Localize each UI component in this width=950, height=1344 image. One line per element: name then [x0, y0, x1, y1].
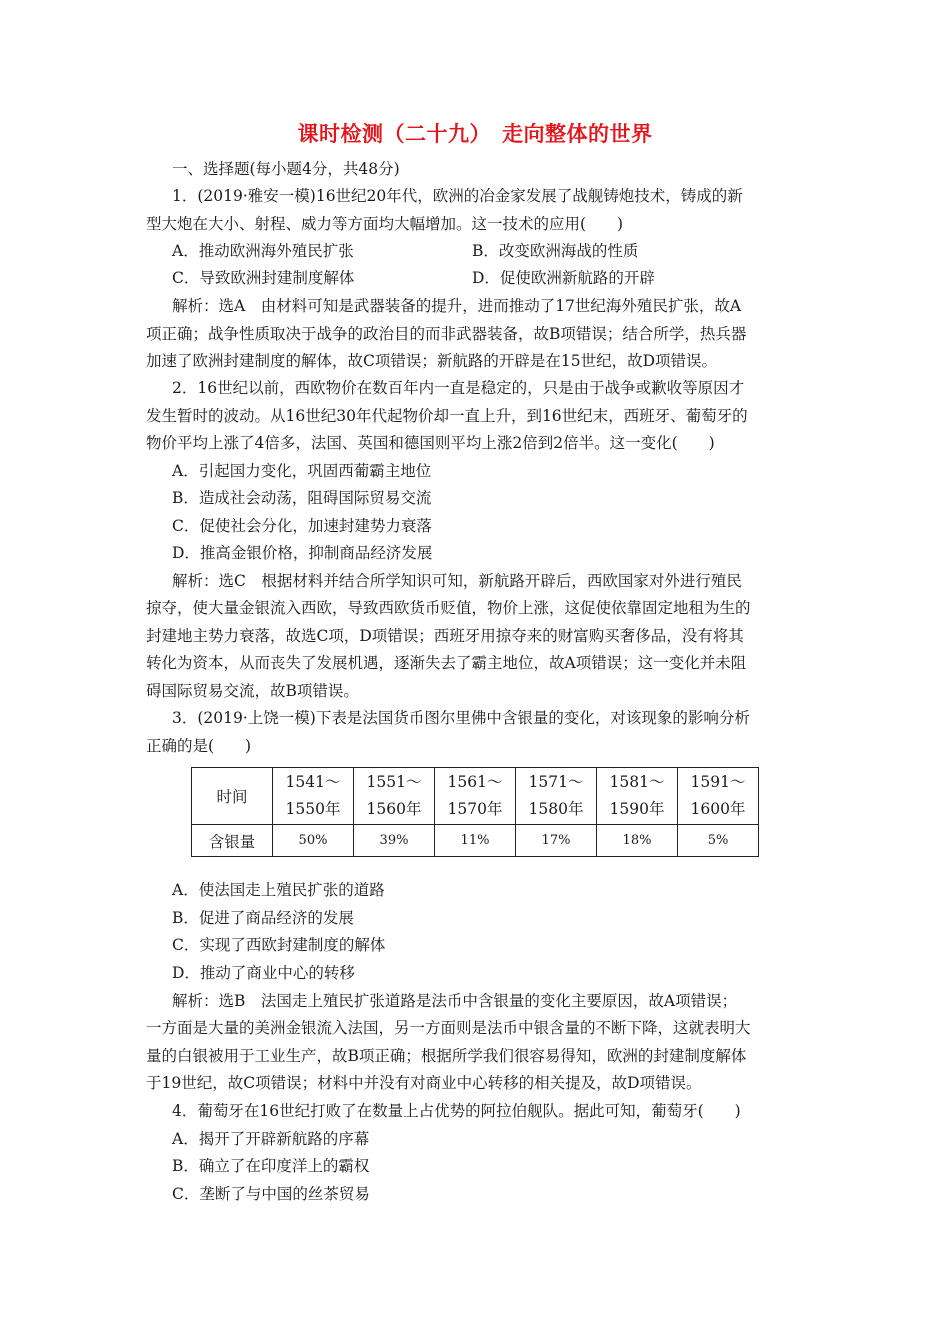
q2-option-b: B．造成社会动荡，阻碍国际贸易交流 [172, 489, 432, 507]
q2-analysis-line: 掠夺，使大量金银流入西欧，导致西欧货币贬值，物价上涨，这促使依靠固定地租为生的 [146, 599, 751, 617]
period-end: 1570年 [447, 800, 503, 818]
table-row [192, 768, 759, 825]
table-header-silver: 含银量 [192, 825, 273, 857]
table-cell-period [273, 768, 354, 825]
table-cell-value: 5% [678, 825, 759, 857]
q2-option-c: C．促使社会分化，加速封建势力衰落 [172, 517, 432, 535]
period-end: 1600年 [690, 800, 746, 818]
period-start: 1541～ [285, 773, 341, 791]
table-cell-value: 18% [597, 825, 678, 857]
q2-stem-line: 物价平均上涨了4倍多，法国、英国和德国则平均上涨2倍到2倍半。这一变化( ) [146, 434, 715, 452]
section-heading: 一、选择题(每小题4分，共48分) [172, 160, 400, 178]
q3-analysis-line: 于19世纪，故C项错误；材料中并没有对商业中心转移的相关提及，故D项错误。 [146, 1074, 702, 1092]
period-start: 1581～ [609, 773, 665, 791]
page-title: 课时检测（二十九） 走向整体的世界 [297, 122, 653, 146]
q3-option-c: C．实现了西欧封建制度的解体 [172, 936, 386, 954]
q3-analysis-line: 量的白银被用于工业生产，故B项正确；根据所学我们很容易得知，欧洲的封建制度解体 [146, 1047, 747, 1065]
period-start: 1551～ [366, 773, 422, 791]
q1-stem-line: 1．(2019·雅安一模)16世纪20年代，欧洲的冶金家发展了战舰铸炮技术，铸成的新 [172, 187, 743, 205]
q3-stem-line: 3．(2019·上饶一模)下表是法国货币图尔里佛中含银量的变化，对该现象的影响分析 [172, 709, 750, 727]
q2-stem-line: 2．16世纪以前，西欧物价在数百年内一直是稳定的，只是由于战争或歉收等原因才 [172, 379, 745, 397]
period-start: 1591～ [690, 773, 746, 791]
q3-option-d: D．推动了商业中心的转移 [172, 964, 355, 982]
q1-analysis-line: 项正确；战争性质取决于战争的政治目的而非武器装备，故B项错误；结合所学，热兵器 [146, 325, 747, 343]
q3-analysis-line: 一方面是大量的美洲金银流入法国，另一方面则是法币中银含量的不断下降，这就表明大 [146, 1019, 751, 1037]
table-cell-period [678, 768, 759, 825]
q4-option-a: A．揭开了开辟新航路的序幕 [172, 1130, 370, 1148]
period-end: 1550年 [285, 800, 341, 818]
table-cell-value: 11% [435, 825, 516, 857]
table-cell-period [354, 768, 435, 825]
table-cell-period [435, 768, 516, 825]
q1-option-c: C．导致欧洲封建制度解体 [172, 269, 355, 287]
q1-analysis-line: 解析：选A 由材料可知是武器装备的提升，进而推动了17世纪海外殖民扩张，故A [172, 297, 742, 315]
table-cell-period [597, 768, 678, 825]
q1-option-b: B．改变欧洲海战的性质 [472, 242, 639, 260]
q2-analysis-line: 转化为资本，从而丧失了发展机遇，逐渐失去了霸主地位，故A项错误；这一变化并未阻 [146, 654, 747, 672]
q4-stem-line: 4．葡萄牙在16世纪打败了在数量上占优势的阿拉伯舰队。据此可知，葡萄牙( ) [172, 1102, 741, 1120]
table-cell-value: 17% [516, 825, 597, 857]
silver-content-table [191, 767, 759, 857]
period-start: 1571～ [528, 773, 584, 791]
q3-option-a: A．使法国走上殖民扩张的道路 [172, 881, 385, 899]
period-end: 1590年 [609, 800, 665, 818]
q2-option-d: D．推高金银价格，抑制商品经济发展 [172, 544, 433, 562]
q3-analysis-line: 解析：选B 法国走上殖民扩张道路是法币中含银量的变化主要原因，故A项错误； [172, 992, 738, 1010]
q4-option-c: C．垄断了与中国的丝茶贸易 [172, 1185, 370, 1203]
table-header-time: 时间 [192, 768, 273, 825]
q1-analysis-line: 加速了欧洲封建制度的解体，故C项错误；新航路的开辟是在15世纪，故D项错误。 [146, 352, 718, 370]
q2-analysis-line: 碍国际贸易交流，故B项错误。 [146, 682, 359, 700]
q4-option-b: B．确立了在印度洋上的霸权 [172, 1157, 370, 1175]
period-start: 1561～ [447, 773, 503, 791]
period-end: 1560年 [366, 800, 422, 818]
table-cell-period [516, 768, 597, 825]
table-cell-value: 50% [273, 825, 354, 857]
q2-analysis-line: 封建地主势力衰落，故选C项，D项错误；西班牙用掠夺来的财富购买奢侈品，没有将其 [146, 627, 744, 645]
q1-option-d: D．促使欧洲新航路的开辟 [472, 269, 655, 287]
table-row [192, 825, 759, 857]
period-end: 1580年 [528, 800, 584, 818]
q1-stem-line: 型大炮在大小、射程、威力等方面均大幅增加。这一技术的应用( ) [146, 215, 624, 233]
q1-option-a: A．推动欧洲海外殖民扩张 [172, 242, 354, 260]
q2-option-a: A．引起国力变化，巩固西葡霸主地位 [172, 462, 432, 480]
q2-stem-line: 发生暂时的波动。从16世纪30年代起物价却一直上升，到16世纪末，西班牙、葡萄牙的 [146, 407, 748, 425]
table-cell-value: 39% [354, 825, 435, 857]
q3-stem-line: 正确的是( ) [146, 737, 252, 755]
q3-option-b: B．促进了商品经济的发展 [172, 909, 354, 927]
q2-analysis-line: 解析：选C 根据材料并结合所学知识可知，新航路开辟后，西欧国家对外进行殖民 [172, 572, 742, 590]
